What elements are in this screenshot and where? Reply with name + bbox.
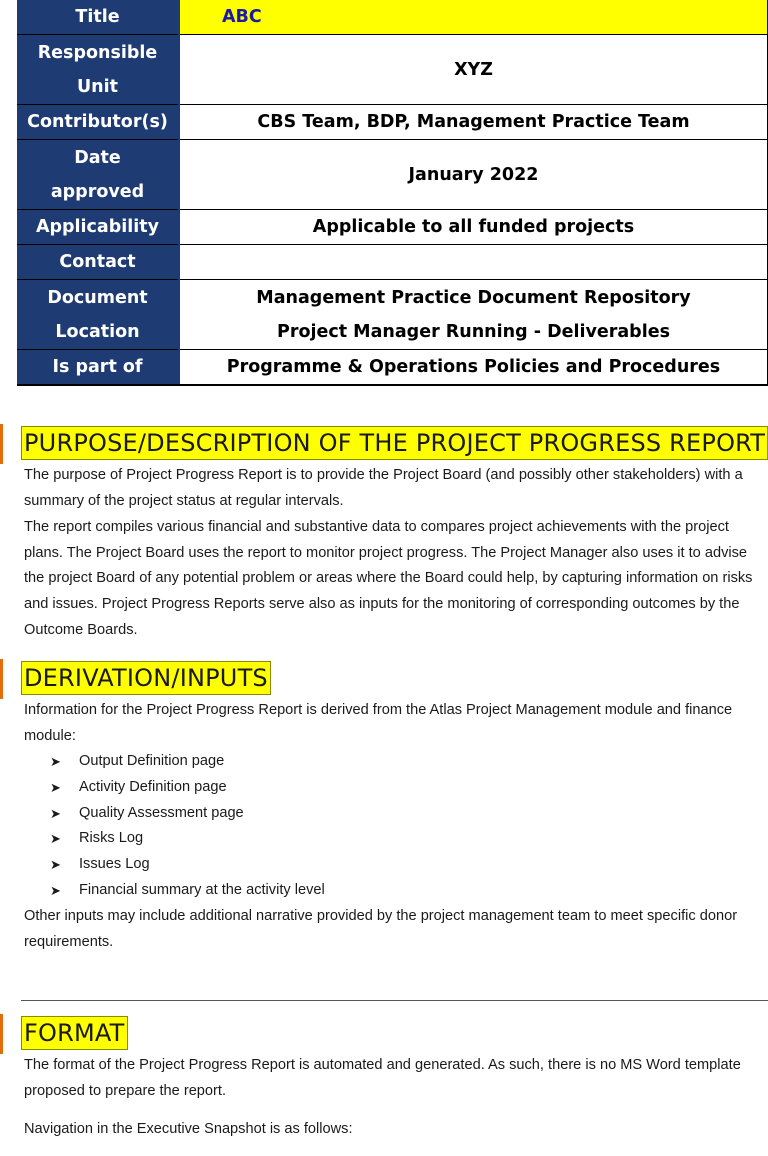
meta-label-line2: Location <box>55 321 140 342</box>
format-paragraph-2: Navigation in the Executive Snapshot is as follows: <box>24 1121 353 1137</box>
meta-row-contributors <box>17 105 768 140</box>
meta-label-line1: Date <box>74 147 121 168</box>
section-heading-purpose: PURPOSE/DESCRIPTION OF THE PROJECT PROGRESS REPORT <box>21 426 768 460</box>
meta-value-line1: Management Practice Document Repository <box>256 287 691 308</box>
list-item-text: Activity Definition page <box>79 778 227 795</box>
list-item-text: Issues Log <box>79 856 150 873</box>
derivation-intro: Information for the Project Progress Report is derived from the Atlas Project Management module and finance module: <box>24 702 733 744</box>
meta-value-is-part-of: Programme & Operations Policies and Procedures <box>179 350 768 386</box>
meta-value-contributors: CBS Team, BDP, Management Practice Team <box>179 105 768 140</box>
arrowhead-bullet-icon: ➤ <box>50 831 61 847</box>
meta-label-contact: Contact <box>17 245 179 280</box>
meta-value-title: ABC <box>179 0 768 35</box>
meta-label-line2: approved <box>50 181 145 202</box>
section-divider <box>21 1000 768 1001</box>
meta-row-title <box>17 0 768 35</box>
meta-value-document-location <box>179 280 768 350</box>
arrowhead-bullet-icon: ➤ <box>50 882 61 898</box>
section-accent-bar <box>0 1014 3 1054</box>
arrowhead-bullet-icon: ➤ <box>50 779 61 795</box>
derivation-input-list <box>24 749 325 904</box>
meta-label-applicability: Applicability <box>17 210 179 245</box>
meta-label-line1: Document <box>47 287 148 308</box>
meta-row-responsible-unit <box>17 35 768 105</box>
meta-label-document-location <box>17 280 179 350</box>
arrowhead-bullet-icon: ➤ <box>50 754 61 769</box>
list-item <box>24 852 325 878</box>
list-item <box>24 749 325 775</box>
meta-value-contact <box>179 245 768 280</box>
meta-label-responsible-unit <box>17 35 179 105</box>
meta-label-date-approved <box>17 140 179 210</box>
list-item <box>24 826 325 852</box>
section-accent-bar <box>0 659 3 699</box>
section-heading-derivation: DERIVATION/INPUTS <box>21 661 271 695</box>
list-item-text: Financial summary at the activity level <box>79 881 325 898</box>
list-item <box>24 801 325 827</box>
meta-row-contact <box>17 245 768 280</box>
meta-label-is-part-of: Is part of <box>17 350 179 386</box>
meta-value-line2: Project Manager Running - Deliverables <box>277 321 670 342</box>
list-item <box>24 775 325 801</box>
list-item-text: Output Definition page <box>79 753 225 769</box>
meta-value-responsible-unit: XYZ <box>179 35 768 105</box>
meta-value-applicability: Applicable to all funded projects <box>179 210 768 245</box>
meta-label-line1: Responsible <box>37 42 158 63</box>
meta-value-date-approved: January 2022 <box>179 140 768 210</box>
meta-label-line2: Unit <box>76 76 119 97</box>
meta-row-date-approved <box>17 140 768 210</box>
section-accent-bar <box>0 424 3 464</box>
meta-label-contributors: Contributor(s) <box>17 105 179 140</box>
derivation-outro: Other inputs may include additional narrative provided by the project management team to meet specific donor requirements. <box>24 908 738 950</box>
arrowhead-bullet-icon: ➤ <box>50 857 61 873</box>
format-paragraph-1: The format of the Project Progress Report is automated and generated. As such, there is no MS Word template proposed to prepare the report. <box>24 1057 741 1099</box>
arrowhead-bullet-icon: ➤ <box>50 805 61 821</box>
meta-row-document-location <box>17 280 768 350</box>
meta-row-is-part-of <box>17 350 768 386</box>
list-item-text: Quality Assessment page <box>79 804 244 821</box>
purpose-paragraph-2: The report compiles various financial and substantive data to compares project achievements with the project plans. The Project Board uses the report to monitor project progress. The Project Manager also uses it to advise the project Board of any potential problem or areas where the Board could help, by capturing information on risks and issues. Project Progress Reports serve also as inputs for the monitoring of corresponding outcomes by the Outcome Boards. <box>24 519 753 638</box>
document-metadata-table <box>17 0 768 386</box>
list-item-text: Risks Log <box>79 830 144 847</box>
section-heading-format: FORMAT <box>21 1016 128 1050</box>
meta-row-applicability <box>17 210 768 245</box>
list-item <box>24 878 325 904</box>
meta-label-title: Title <box>17 0 179 35</box>
purpose-paragraph-1: The purpose of Project Progress Report is to provide the Project Board (and possibly other stakeholders) with a summary of the project status at regular intervals. <box>24 467 743 509</box>
